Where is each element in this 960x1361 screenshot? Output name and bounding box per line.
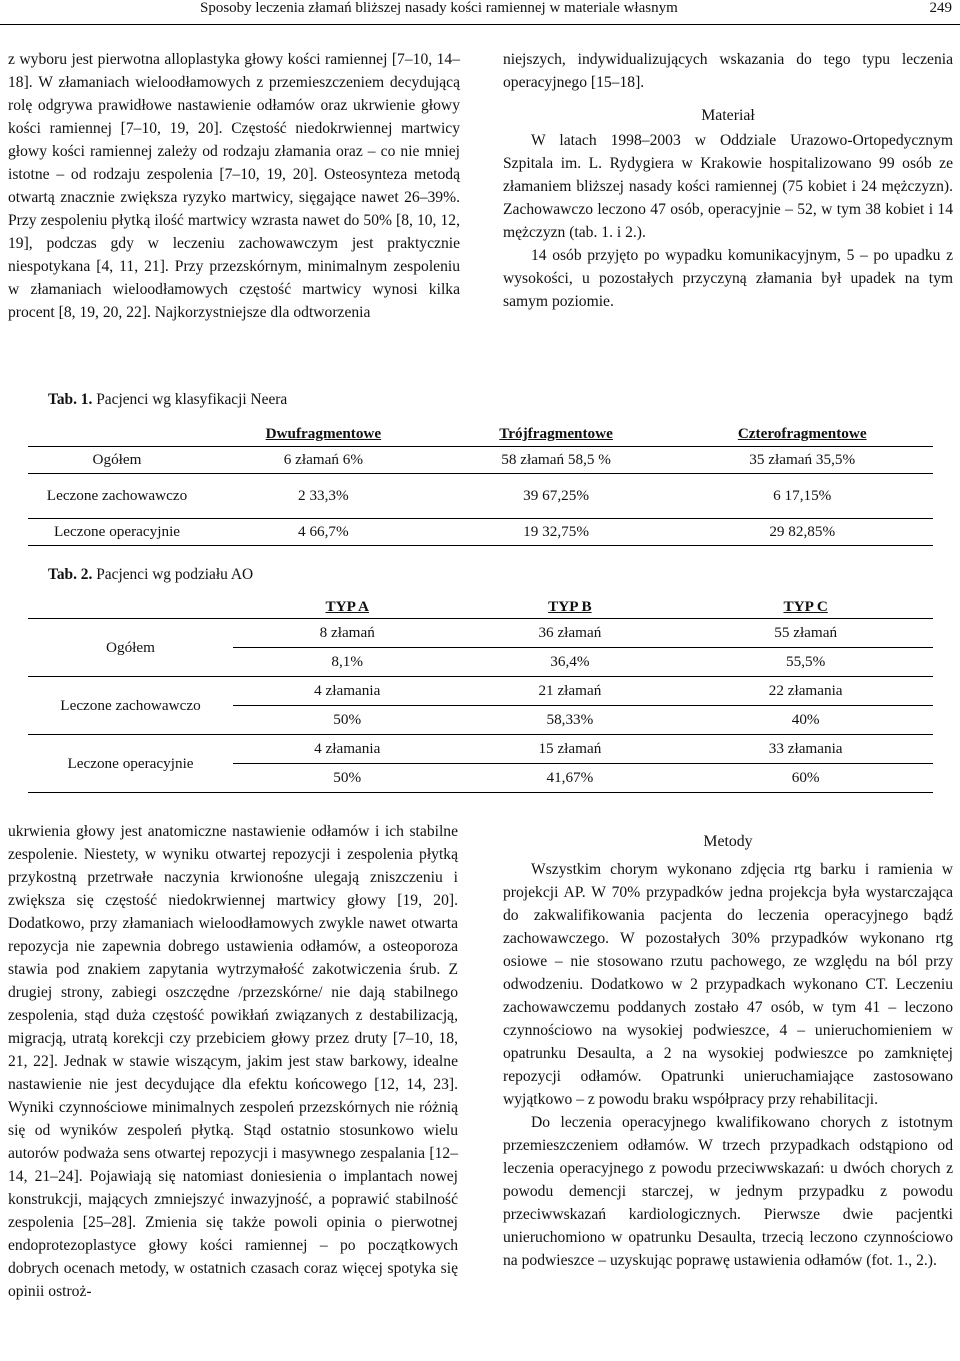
table-row xyxy=(28,519,933,546)
paragraph: z wyboru jest pierwotna alloplastyka głowy kości ramiennej [7–10, 14–18]. W złamaniach wieloodłamowych z przemieszczeniem decydującą rolę odgrywa prawidłowe nastawienie odłamów oraz ukrwienie głowy kości ramiennej [7–10, 19, 20]. Częstość niedokrwiennej martwicy głowy kości ramiennej zależy od rodzaju złamania oraz – co nie mniej istotne – od rodzaju zespolenia [7–10, 19, 20]. Osteosynteza metodą otwartą znacznie zwiększa ryzyko martwicy, sięgające nawet 26–39%. Przy zespoleniu płytką ilość martwicy wzrasta nawet do 50% [8, 10, 12, 19], podczas gdy w leczeniu zachowawczym jest praktycznie niespotykana [4, 11, 21]. Przy przezskórnym, minimalnym zespoleniu w złamaniach wieloodłamowych częstość martwicy wynosi kilka procent [8, 19, 20, 22]. Najkorzystniejsze dla odtworzenia xyxy=(8,51,460,321)
table-row xyxy=(28,735,933,764)
row-label: Ogółem xyxy=(28,447,206,474)
row-label: Ogółem xyxy=(28,619,233,677)
table-cell: 33 złamania xyxy=(678,735,933,764)
table-header-row xyxy=(28,596,933,619)
row-label: Leczone operacyjnie xyxy=(28,519,206,546)
paragraph: Do leczenia operacyjnego kwalifikowano chorych z istotnym przemieszczeniem odłamów. W trzech przypadkach odstąpiono od leczenia operacyjnego z powodu przeciwwskazań: u dwóch chorych z powodu demencji starczej, w jednym przypadku z powodu przeciwwskazań kardiologicznych. Pierwsze dwie pacjentki unieruchomiono w opatrunku Desaulta, trzecią leczono czynnościowo na podwieszce – uzyskując poprawę ustawienia odłamów (fot. 1., 2.). xyxy=(503,1114,953,1269)
column-header: TYP C xyxy=(783,598,828,615)
table2-label: Tab. 2. xyxy=(48,566,93,583)
table-cell: 35 złamań 35,5% xyxy=(671,447,933,474)
table-cell: 6 17,15% xyxy=(671,474,933,519)
bottom-right-column xyxy=(503,820,953,1272)
table-cell: 55 złamań xyxy=(678,619,933,648)
table-row xyxy=(28,474,933,519)
table-cell: 6 złamań 6% xyxy=(206,447,441,474)
section-heading-methods: Metody xyxy=(703,833,753,850)
table-cell: 19 32,75% xyxy=(441,519,672,546)
table-cell: 36,4% xyxy=(461,648,678,677)
bottom-left-column xyxy=(8,820,458,1303)
table-cell: 50% xyxy=(233,706,461,735)
column-header: Trójfragmentowe xyxy=(499,425,613,442)
column-header: TYP A xyxy=(325,598,369,615)
table-cell: 4 złamania xyxy=(233,677,461,706)
table-cell: 50% xyxy=(233,764,461,793)
running-head-title: Sposoby leczenia złamań bliższej nasady kości ramiennej w materiale własnym xyxy=(200,0,678,16)
table-cell: 4 złamania xyxy=(233,735,461,764)
table-cell: 8 złamań xyxy=(233,619,461,648)
table2 xyxy=(28,596,933,793)
table-cell: 15 złamań xyxy=(461,735,678,764)
table-cell: 29 82,85% xyxy=(671,519,933,546)
column-header: Czterofragmentowe xyxy=(737,425,867,442)
column-header: TYP B xyxy=(548,598,592,615)
table-cell: 58 złamań 58,5 % xyxy=(441,447,672,474)
paragraph: Wszystkim chorym wykonano zdjęcia rtg barku i ramienia w projekcji AP. W 70% przypadków jedna projekcja była wystarczająca do zakwalifikowania pacjenta do leczenia operacyjnego bądź zachowawczego. W pozostałych 30% przypadków wykonano rtg osiowe – nie stosowano rzutu pachowego, ze względu na ból przy odwodzeniu. Dodatkowo w 2 przypadkach wykonano CT. Leczeniu zachowawczemu poddanych zostało 47 osób, w tym 41 – leczono czynnościowo na wysokiej podwieszce, 4 – unieruchomieniem w opatrunku Desaulta, a 2 na wysokiej podwieszce po zamkniętej repozycji odłamów. Opatrunki unieruchamiające zastosowano wyjątkowo – z powodu braku współpracy przy rehabilitacji. xyxy=(503,861,953,1108)
table1 xyxy=(28,422,933,546)
table-cell: 21 złamań xyxy=(461,677,678,706)
table-cell: 58,33% xyxy=(461,706,678,735)
page-number: 249 xyxy=(929,0,952,16)
table-cell: 8,1% xyxy=(233,648,461,677)
row-label: Leczone zachowawczo xyxy=(28,474,206,519)
table-cell: 41,67% xyxy=(461,764,678,793)
table2-caption xyxy=(48,566,253,584)
table1-caption xyxy=(48,391,287,409)
table-cell: 39 67,25% xyxy=(441,474,672,519)
table-cell: 40% xyxy=(678,706,933,735)
row-label: Leczone operacyjnie xyxy=(28,735,233,793)
table-cell: 55,5% xyxy=(678,648,933,677)
paragraph: W latach 1998–2003 w Oddziale Urazowo-Ortopedycznym Szpitala im. L. Rydygiera w Krakowie hospitalizowano 99 osób ze złamaniem bliższej nasady kości ramiennej (75 kobiet i 24 mężczyzn). Zachowawczo leczono 47 osób, operacyjnie – 52, w tym 38 kobiet i 14 mężczyzn (tab. 1. i 2.). xyxy=(503,132,953,241)
table-cell: 36 złamań xyxy=(461,619,678,648)
table-cell: 60% xyxy=(678,764,933,793)
table-row xyxy=(28,677,933,706)
table-cell: 2 33,3% xyxy=(206,474,441,519)
paragraph: 14 osób przyjęto po wypadku komunikacyjnym, 5 – po upadku z wysokości, u pozostałych przyczyną złamania był upadek na tym samym poziomie. xyxy=(503,247,953,310)
table-row xyxy=(28,447,933,474)
table-cell: 22 złamania xyxy=(678,677,933,706)
table-header-row xyxy=(28,422,933,447)
section-heading-material: Materiał xyxy=(701,107,755,124)
paragraph: niejszych, indywidualizujących wskazania do tego typu leczenia operacyjnego [15–18]. xyxy=(503,51,953,91)
table1-label: Tab. 1. xyxy=(48,391,93,408)
table1-title: Pacjenci wg klasyfikacji Neera xyxy=(96,391,288,408)
paragraph: ukrwienia głowy jest anatomiczne nastawienie odłamów i ich stabilne zespolenie. Niestety, w wyniku otwartej repozycji i zespolenia płytką przykostną przetrwałe naczynia krwionośne ulegają zniszczeniu i zwiększa się częstość niedokrwiennej martwicy głowy [19, 20]. Dodatkowo, przy złamaniach wieloodłamowych zwykle nawet otwarta repozycja nie zapewnia dobrego ustawienia odłamów, a osteoporoza stawia pod znakiem zapytania wytrzymałość zakotwiczenia śrub. Z drugiej strony, zabiegi oszczędne /przezskórne/ nie dają stabilnego zespolenia, stąd duża częstość powikłań związanych z destabilizacją, migracją, utratą korekcji czy przebiciem głowy przez druty [7–10, 18, 21, 22]. Jednak w stawie wiszącym, jakim jest staw barkowy, idealne nastawienie nie jest decydujące dla efektu końcowego [12, 14, 23]. Wyniki czynnościowe minimalnych zespoleń przezskórnych nie różnią się od wyników zespoleń płytką. Stąd ostatnio stosunkowo wielu autorów podważa sens otwartej repozycji i masywnego zespalania [12–14, 21–24]. Pojawiają się natomiast doniesienia o implantach nowej konstrukcji, mających zmniejszyć inwazyjność, a poprawić stabilność zespolenia [25–28]. Zmienia się także powoli opinia o pierwotnej endoprotezoplastyce głowy kości ramiennej – po początkowych dobrych ocenach metody, w ostatnich czasach coraz więcej spotyka się opinii ostroż- xyxy=(8,823,458,1300)
table-row xyxy=(28,619,933,648)
row-label: Leczone zachowawczo xyxy=(28,677,233,735)
column-header: Dwufragmentowe xyxy=(265,425,382,442)
table-cell: 4 66,7% xyxy=(206,519,441,546)
table2-title: Pacjenci wg podziału AO xyxy=(96,566,254,583)
top-left-column xyxy=(8,48,460,324)
running-head xyxy=(0,0,960,25)
top-right-column xyxy=(503,48,953,313)
